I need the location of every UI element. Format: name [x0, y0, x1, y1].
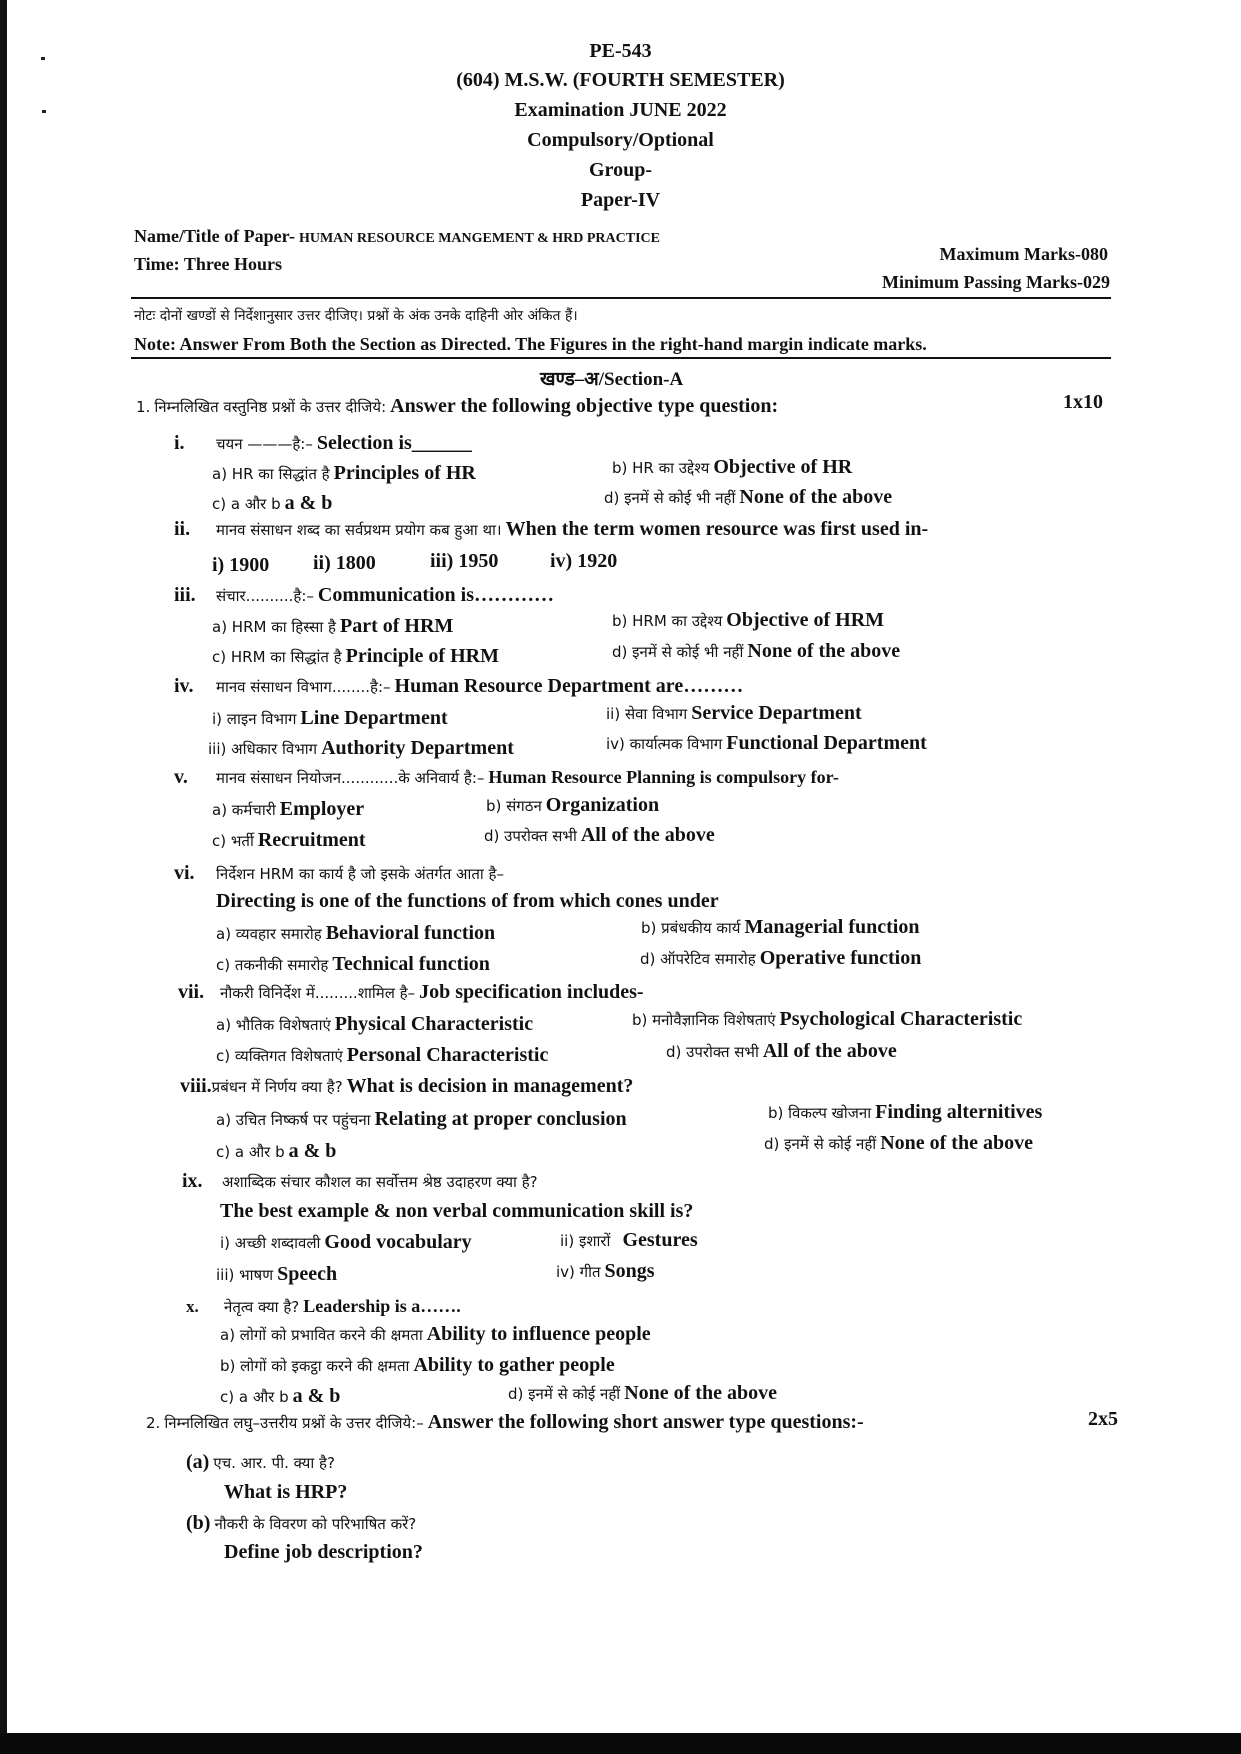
option: [212, 492, 332, 515]
text: a) भौतिक विशेषताएं: [216, 1016, 331, 1034]
text: d) ऑपरेटिव समारोह: [640, 950, 756, 968]
text: b) लोगों को इकट्ठा करने की क्षमता: [220, 1357, 410, 1375]
option: [212, 615, 453, 638]
text: Line Department: [300, 707, 448, 729]
option: [508, 1382, 777, 1405]
text: d) इनमें से कोई नहीं: [508, 1385, 621, 1403]
text: a) उचित निष्कर्ष पर पहुंचना: [216, 1111, 371, 1129]
text: खण्ड–अ/Section-A: [540, 369, 684, 390]
option: [216, 1044, 548, 1067]
text: b) HRM का उद्देश्य: [612, 612, 723, 630]
text: Part of HRM: [340, 615, 454, 637]
option: [208, 737, 514, 760]
text: नौकरी के विवरण को परिभाषित करें?: [214, 1515, 417, 1533]
text: iii.: [174, 584, 196, 606]
text: Technical function: [332, 953, 490, 975]
text: Ability to influence people: [426, 1323, 651, 1345]
text: a) HR का सिद्धांत है: [212, 465, 330, 483]
note-hindi: नोटः दोनों खण्डों से निर्देशानुसार उत्तर दीजिए। प्रश्नों के अंक उनके दाहिनी ओर अंकित हैं।: [134, 308, 578, 324]
text: iv) कार्यात्मक विभाग: [606, 735, 723, 753]
text: iii) भाषण: [216, 1266, 274, 1284]
text: b) प्रबंधकीय कार्य: [641, 919, 741, 937]
time-allowed: Time: Three Hours: [134, 254, 282, 274]
question-item-iv: [174, 675, 743, 698]
text: d) इनमें से कोई नहीं: [764, 1135, 877, 1153]
question-1-heading: [136, 395, 778, 418]
option: [220, 1323, 651, 1346]
short-question-b-english: Define job description?: [224, 1541, 423, 1563]
text: Good vocabulary: [324, 1231, 472, 1253]
option: [606, 702, 862, 725]
option: [220, 1385, 340, 1408]
question-item-ix-english: The best example & non verbal communication skill is?: [220, 1200, 694, 1222]
option: [216, 922, 495, 945]
text: x.: [186, 1297, 199, 1316]
option: [612, 609, 884, 632]
text: d) इनमें से कोई भी नहीं: [604, 489, 736, 507]
text: Managerial function: [744, 916, 920, 938]
text: 2.: [146, 1414, 161, 1432]
text: Objective of HRM: [726, 609, 885, 631]
text: निर्देशन HRM का कार्य है जो इसके अंतर्गत आता है–: [216, 865, 505, 883]
note-english: Note: Answer From Both the Section as Directed. The Figures in the right-hand margin indicate marks.: [134, 334, 927, 354]
text: मानव संसाधन नियोजन............के अनिवार्य है:–: [216, 769, 485, 787]
option: [764, 1132, 1033, 1155]
text: vi.: [174, 862, 195, 884]
option: [632, 1008, 1022, 1031]
text: निम्नलिखित लघु–उत्तरीय प्रश्नों के उत्तर दीजिये:–: [164, 1414, 424, 1432]
text: Recruitment: [257, 829, 366, 851]
text: Selection is______: [316, 432, 472, 454]
option: [220, 1231, 472, 1254]
text: All of the above: [580, 824, 715, 846]
question-1-marks: 1x10: [1063, 391, 1103, 413]
text: viii.: [180, 1075, 212, 1097]
text: a) लोगों को प्रभावित करने की क्षमता: [220, 1326, 423, 1344]
question-item-ix: [182, 1170, 538, 1193]
text: Speech: [277, 1263, 338, 1285]
text: c) a और b: [216, 1143, 285, 1161]
option: [484, 824, 715, 847]
question-item-vi: [174, 862, 504, 885]
text: Principles of HR: [333, 462, 476, 484]
question-item-viii: [180, 1075, 633, 1098]
text: What is decision in management?: [346, 1075, 634, 1097]
text: Gestures: [622, 1229, 698, 1251]
text: संचार..........है:–: [216, 587, 314, 605]
text: i) लाइन विभाग: [212, 710, 297, 728]
text: a) व्यवहार समारोह: [216, 925, 322, 943]
text: iv) गीत: [556, 1263, 601, 1281]
option: [486, 794, 659, 817]
text: 1.: [136, 398, 151, 416]
text: None of the above: [739, 486, 893, 508]
option: [220, 1354, 615, 1377]
paper-title-label: Name/Title of Paper-: [134, 226, 295, 246]
text: b) विकल्प खोजना: [768, 1104, 872, 1122]
question-item-x: [186, 1296, 461, 1317]
text: a) HRM का हिस्सा है: [212, 618, 336, 636]
text: Psychological Characteristic: [779, 1008, 1023, 1030]
option: [612, 456, 852, 479]
text: Communication is…………: [317, 584, 555, 606]
question-item-v: [174, 766, 839, 789]
option: iv) 1920: [550, 550, 618, 572]
short-question-b: [186, 1512, 416, 1535]
text: Answer the following short answer type questions:-: [427, 1411, 864, 1433]
text: Leadership is a…….: [303, 1296, 461, 1316]
text: Finding alternitives: [875, 1101, 1043, 1123]
text: c) a और b: [220, 1388, 289, 1406]
option: [768, 1101, 1042, 1124]
question-item-iii: [174, 584, 554, 607]
text: Human Resource Planning is compulsory for-: [488, 767, 839, 787]
text: Relating at proper conclusion: [374, 1108, 627, 1130]
minimum-passing-marks: Minimum Passing Marks-029: [881, 272, 1110, 292]
text: Organization: [545, 794, 660, 816]
text: Job specification includes-: [419, 981, 644, 1003]
text: चयन ———है:–: [216, 435, 313, 453]
text: Authority Department: [321, 737, 514, 759]
note-divider: [131, 357, 1111, 359]
option: [212, 707, 448, 730]
paper-number: Paper-IV: [580, 189, 661, 211]
text: iv.: [174, 675, 194, 697]
question-2-heading: [146, 1411, 864, 1434]
group-label: Group-: [589, 159, 652, 181]
text: Employer: [279, 798, 365, 820]
text: Service Department: [691, 702, 862, 724]
paper-type: Compulsory/Optional: [527, 129, 714, 151]
section-heading: [540, 365, 683, 391]
text: iii) अधिकार विभाग: [208, 740, 318, 758]
course-title: (604) M.S.W. (FOURTH SEMESTER): [456, 69, 785, 91]
maximum-marks: Maximum Marks-080: [939, 244, 1108, 264]
text: Operative function: [759, 947, 922, 969]
text: c) तकनीकी समारोह: [216, 956, 329, 974]
option: [212, 645, 499, 668]
text: ix.: [182, 1170, 203, 1192]
short-question-a-english: What is HRP?: [224, 1481, 348, 1503]
option: [604, 486, 892, 509]
paper-title-value: HUMAN RESOURCE MANGEMENT & HRD PRACTICE: [298, 231, 660, 246]
option: [641, 916, 919, 939]
text: Personal Characteristic: [346, 1044, 549, 1066]
text: vii.: [178, 981, 205, 1003]
option: i) 1900: [212, 554, 270, 576]
text: निम्नलिखित वस्तुनिष्ठ प्रश्नों के उत्तर दीजिये:: [154, 398, 387, 416]
text: Functional Department: [726, 732, 927, 754]
text: b) संगठन: [486, 797, 542, 815]
text: All of the above: [762, 1040, 897, 1062]
question-item-vi-english: Directing is one of the functions of from which cones under: [216, 890, 719, 912]
text: Songs: [604, 1260, 655, 1282]
question-item-vii: [178, 981, 644, 1004]
text: c) भर्ती: [212, 832, 254, 850]
question-2-marks: 2x5: [1088, 1408, 1118, 1430]
text: ii.: [174, 518, 191, 540]
option: [560, 1229, 698, 1252]
text: a & b: [292, 1385, 341, 1407]
option: [556, 1260, 655, 1283]
option: [216, 1108, 627, 1131]
text: Answer the following objective type question:: [390, 395, 779, 417]
option: [212, 798, 364, 821]
scan-bottom-band: [0, 1733, 1241, 1754]
option: [216, 1013, 533, 1036]
option: [216, 1140, 336, 1163]
text: b) HR का उद्देश्य: [612, 459, 710, 477]
text: प्रबंधन में निर्णय क्या है?: [211, 1078, 343, 1096]
option: [606, 732, 927, 755]
text: a) कर्मचारी: [212, 801, 276, 819]
option: iii) 1950: [430, 550, 499, 572]
option: [212, 462, 476, 485]
text: नेतृत्व क्या है?: [224, 1298, 300, 1316]
header-divider: [131, 297, 1111, 299]
text: i.: [174, 432, 185, 454]
text: नौकरी विनिर्देश में.........शामिल है–: [220, 984, 416, 1002]
text: a & b: [288, 1140, 337, 1162]
text: None of the above: [624, 1382, 777, 1404]
text: b) मनोवैज्ञानिक विशेषताएं: [632, 1011, 776, 1029]
text: None of the above: [747, 640, 901, 662]
option: [666, 1040, 897, 1063]
paper-title-line: [134, 226, 660, 247]
question-item-ii: [174, 518, 928, 541]
text: Objective of HR: [713, 456, 853, 478]
text: d) उपरोक्त सभी: [484, 827, 577, 845]
text: अशाब्दिक संचार कौशल का सर्वोत्तम श्रेष्ठ उदाहरण क्या है?: [222, 1173, 538, 1191]
option: [212, 829, 366, 852]
text: मानव संसाधन विभाग........है:–: [216, 678, 391, 696]
text: Human Resource Department are………: [394, 675, 744, 697]
text: d) उपरोक्त सभी: [666, 1043, 759, 1061]
scan-left-edge: [0, 0, 7, 1754]
text: i) अच्छी शब्दावली: [220, 1234, 321, 1252]
text: Behavioral function: [325, 922, 496, 944]
text: Physical Characteristic: [334, 1013, 534, 1035]
text: एच. आर. पी. क्या है?: [213, 1454, 335, 1472]
option: [216, 1263, 337, 1286]
text: None of the above: [880, 1132, 1033, 1154]
text: मानव संसाधन शब्द का सर्वप्रथम प्रयोग कब हुआ था।: [216, 521, 502, 539]
text: Ability to gather people: [413, 1354, 615, 1376]
text: a & b: [284, 492, 333, 514]
short-question-a: [186, 1451, 335, 1474]
option: [612, 640, 900, 663]
paper-code: PE-543: [589, 40, 652, 62]
text: When the term women resource was first used in-: [505, 518, 929, 540]
option: ii) 1800: [313, 552, 376, 574]
text: ii) इशारों: [560, 1232, 611, 1250]
text: d) इनमें से कोई भी नहीं: [612, 643, 744, 661]
option: [640, 947, 921, 970]
exam-session: Examination JUNE 2022: [514, 99, 727, 121]
text: c) व्यक्तिगत विशेषताएं: [216, 1047, 343, 1065]
text: c) a और b: [212, 495, 281, 513]
text: (b): [186, 1512, 211, 1534]
question-item-i: [174, 432, 472, 455]
option: [216, 953, 490, 976]
text: (a): [186, 1451, 210, 1473]
text: c) HRM का सिद्धांत है: [212, 648, 342, 666]
text: ii) सेवा विभाग: [606, 705, 688, 723]
text: Principle of HRM: [345, 645, 499, 667]
text: v.: [174, 766, 188, 788]
